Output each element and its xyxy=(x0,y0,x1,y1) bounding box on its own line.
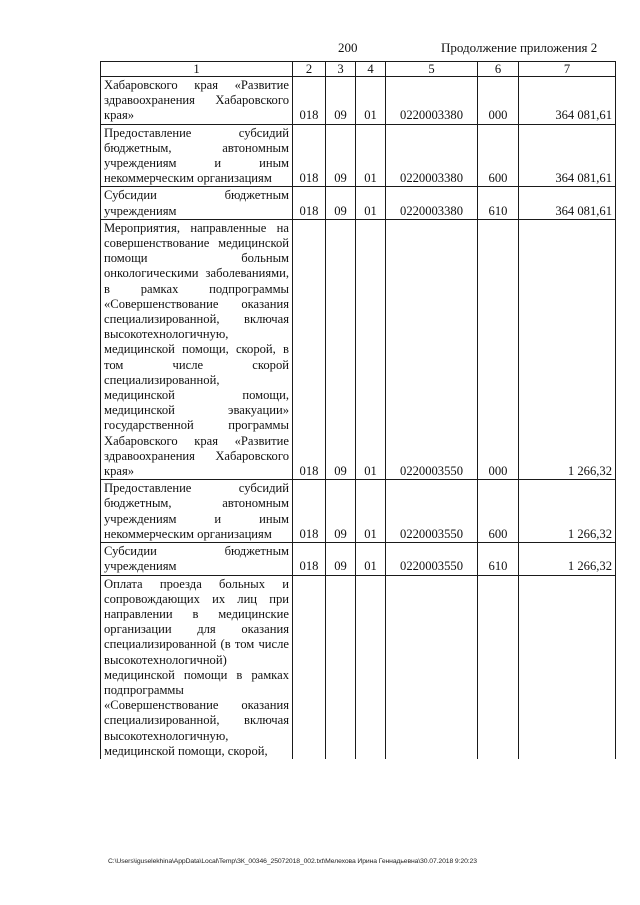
expense-type-code: 000 xyxy=(478,77,519,125)
subsection-code xyxy=(356,575,386,759)
column-header: 6 xyxy=(478,62,519,77)
table-row xyxy=(101,575,616,759)
table-row xyxy=(101,219,616,479)
expense-type-code: 600 xyxy=(478,124,519,187)
section-code xyxy=(326,575,356,759)
amount: 1 266,32 xyxy=(519,480,616,543)
subsection-code: 01 xyxy=(356,77,386,125)
amount: 1 266,32 xyxy=(519,543,616,575)
table-header-row xyxy=(101,62,616,77)
amount: 1 266,32 xyxy=(519,219,616,479)
column-header: 5 xyxy=(386,62,478,77)
expense-type-code: 610 xyxy=(478,187,519,219)
amount: 364 081,61 xyxy=(519,124,616,187)
ministry-code: 018 xyxy=(293,187,326,219)
row-name: Оплата проезда больных и сопровождающих их лиц при направлении в медицинские организации для оказания специализированной (в том числе высокотехнологичной) медицинской помощи в рамках подпрограммы «Совершенствование оказания специализированной, включая высокотехнологичную, медицинской помощи, скорой, xyxy=(101,575,293,759)
row-name: Предоставление субсидий бюджетным, автономным учреждениям и иным некоммерческим организациям xyxy=(101,480,293,543)
row-name: Субсидии бюджетным учреждениям xyxy=(101,187,293,219)
target-article-code: 0220003380 xyxy=(386,124,478,187)
row-name: Предоставление субсидий бюджетным, автономным учреждениям и иным некоммерческим организациям xyxy=(101,124,293,187)
column-header: 1 xyxy=(101,62,293,77)
subsection-code: 01 xyxy=(356,219,386,479)
ministry-code xyxy=(293,575,326,759)
row-name: Хабаровского края «Развитие здравоохранения Хабаровского края» xyxy=(101,77,293,125)
target-article-code: 0220003380 xyxy=(386,77,478,125)
target-article-code xyxy=(386,575,478,759)
expense-type-code xyxy=(478,575,519,759)
ministry-code: 018 xyxy=(293,480,326,543)
target-article-code: 0220003380 xyxy=(386,187,478,219)
section-code: 09 xyxy=(326,219,356,479)
column-header: 4 xyxy=(356,62,386,77)
budget-table xyxy=(100,61,616,759)
ministry-code: 018 xyxy=(293,219,326,479)
column-header: 3 xyxy=(326,62,356,77)
file-path-footer: C:\Users\iguselekhina\AppData\Local\Temp\ЗК_00346_25072018_002.txt\Мелехова Ирина Геннадьевна\30.07.2018 9:20:23 xyxy=(108,858,477,865)
section-code: 09 xyxy=(326,187,356,219)
ministry-code: 018 xyxy=(293,77,326,125)
section-code: 09 xyxy=(326,480,356,543)
table-row xyxy=(101,480,616,543)
subsection-code: 01 xyxy=(356,480,386,543)
ministry-code: 018 xyxy=(293,543,326,575)
amount xyxy=(519,575,616,759)
amount: 364 081,61 xyxy=(519,187,616,219)
target-article-code: 0220003550 xyxy=(386,543,478,575)
row-name: Субсидии бюджетным учреждениям xyxy=(101,543,293,575)
ministry-code: 018 xyxy=(293,124,326,187)
section-code: 09 xyxy=(326,543,356,575)
section-code: 09 xyxy=(326,77,356,125)
subsection-code: 01 xyxy=(356,187,386,219)
table-row xyxy=(101,77,616,125)
expense-type-code: 000 xyxy=(478,219,519,479)
subsection-code: 01 xyxy=(356,124,386,187)
table-row xyxy=(101,543,616,575)
subsection-code: 01 xyxy=(356,543,386,575)
target-article-code: 0220003550 xyxy=(386,219,478,479)
section-code: 09 xyxy=(326,124,356,187)
expense-type-code: 610 xyxy=(478,543,519,575)
amount: 364 081,61 xyxy=(519,77,616,125)
appendix-continuation-label: Продолжение приложения 2 xyxy=(441,40,598,55)
column-header: 2 xyxy=(293,62,326,77)
table-row xyxy=(101,124,616,187)
page-number: 200 xyxy=(338,40,358,55)
table-row xyxy=(101,187,616,219)
column-header: 7 xyxy=(519,62,616,77)
expense-type-code: 600 xyxy=(478,480,519,543)
target-article-code: 0220003550 xyxy=(386,480,478,543)
row-name: Мероприятия, направленные на совершенствование медицинской помощи больным онкологическими заболеваниями, в рамках подпрограммы «Совершенствование оказания специализированной, включая высокотехнологичную, медицинской помощи, скорой, в том числе скорой специализированной, медицинской помощи, медицинской эвакуации» государственной программы Хабаровского края «Развитие здравоохранения Хабаровского края» xyxy=(101,219,293,479)
